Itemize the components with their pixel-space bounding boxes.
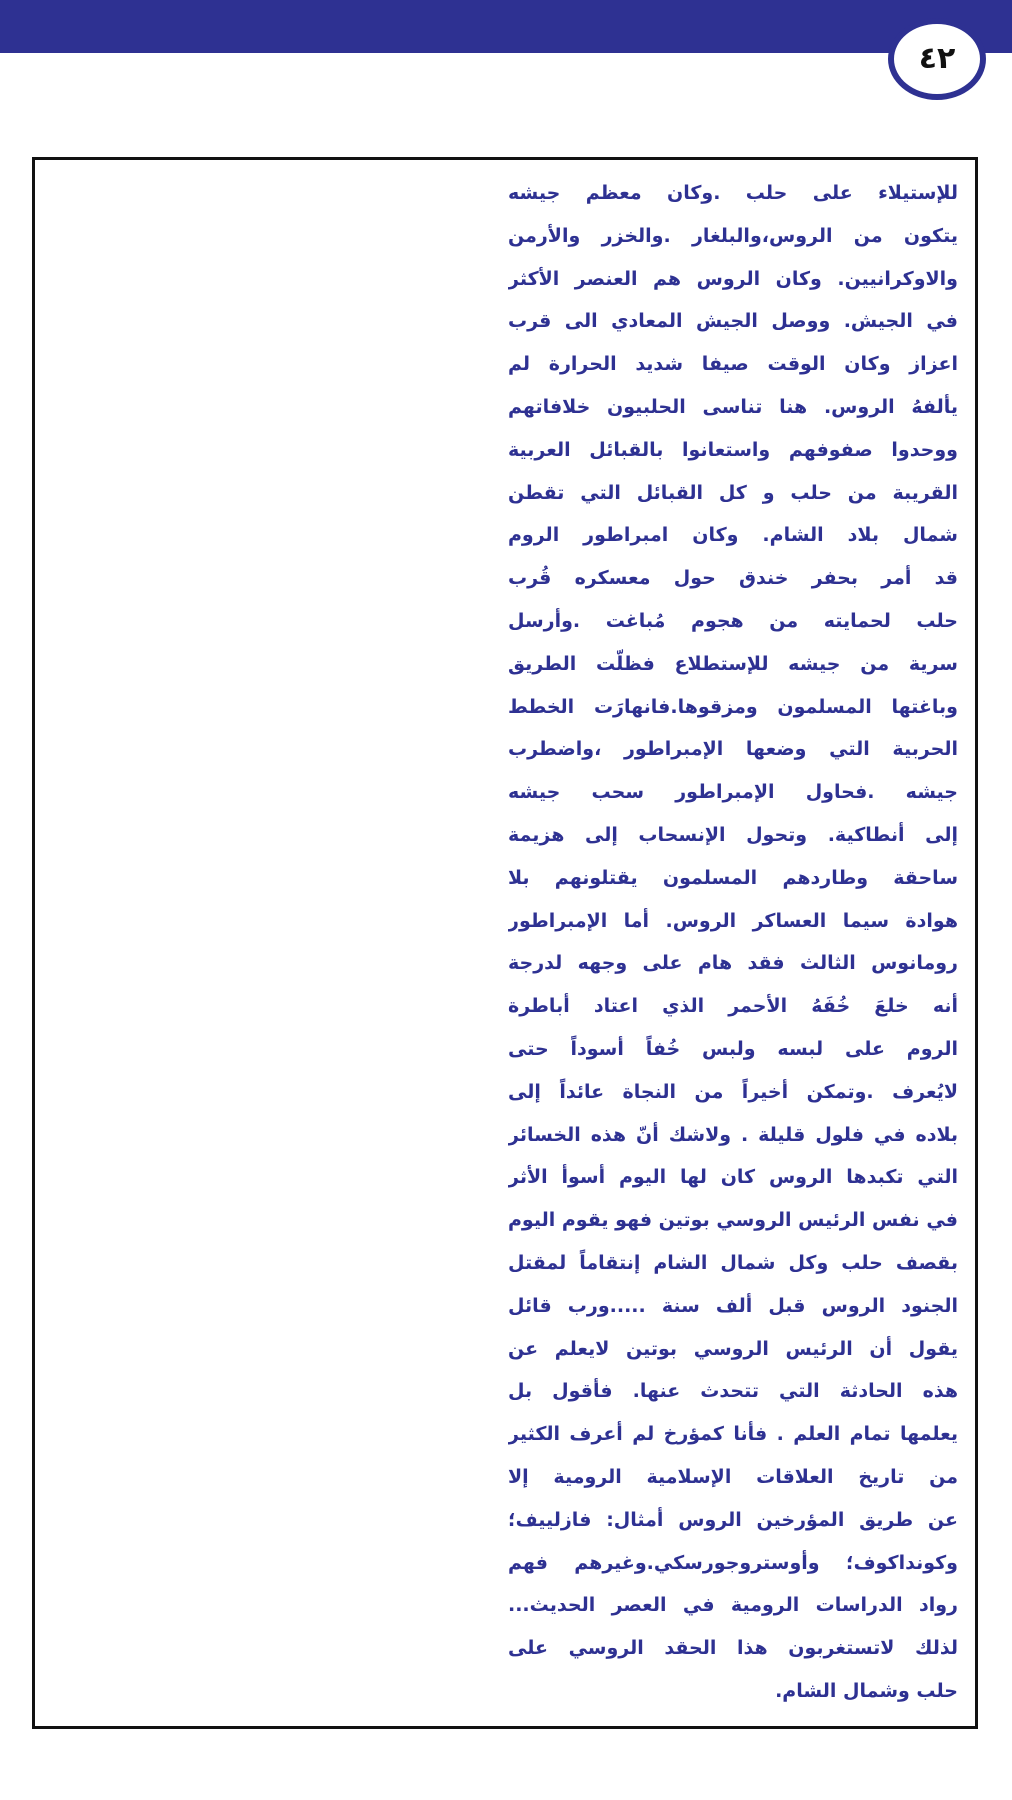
article-line: رومانوس الثالث فقد هام على وجهه لدرجة [508, 952, 958, 975]
article-line: إلى أنطاكية. وتحول الإنسحاب إلى هزيمة [508, 823, 958, 846]
article-line: في نفس الرئيس الروسي بوتين فهو يقوم اليوم [508, 1209, 958, 1232]
article-line: هوادة سيما العساكر الروس. أما الإمبراطور [508, 909, 958, 932]
article-line: لذلك لاتستغربون هذا الحقد الروسي على [508, 1637, 958, 1660]
article-line: قد أمر بحفر خندق حول معسكره قُرب [508, 567, 958, 590]
article-line: الحربية التي وضعها الإمبراطور ،واضطرب [508, 738, 958, 761]
article-line: وكونداكوف؛ وأوستروجورسكي.وغيرهم فهم [508, 1551, 958, 1574]
article-line: الروم على لبسه ولبس خُفاً أسوداً حتى [508, 1037, 958, 1060]
article-line: التي تكبدها الروس كان لها اليوم أسوأ الأثر [508, 1166, 958, 1189]
article-line: بقصف حلب وكل شمال الشام إنتقاماً لمقتل [508, 1251, 958, 1274]
article-line: سرية من جيشه للإستطلاع فظلّت الطريق [508, 652, 958, 675]
article-line: حلب وشمال الشام. [775, 1679, 958, 1702]
article-line: في الجيش. ووصل الجيش المعادي الى قرب [508, 310, 958, 333]
article-line: يعلمها تمام العلم . فأنا كمؤرخ لم أعرف الكثير [508, 1423, 958, 1446]
header-bar [0, 0, 1012, 53]
article-line: حلب لحمايته من هجوم مُباغت .وأرسل [508, 609, 958, 632]
article-line: القريبة من حلب و كل القبائل التي تقطن [508, 481, 958, 504]
article-frame [32, 157, 978, 1729]
article-line: للإستيلاء على حلب .وكان معظم جيشه [508, 182, 958, 204]
article-line: اعزاز وكان الوقت صيفا شديد الحرارة لم [508, 353, 958, 376]
article-line: جيشه .فحاول الإمبراطور سحب جيشه [508, 781, 958, 804]
article-line: يتكون من الروس،والبلغار .والخزر والأرمن [508, 224, 958, 247]
article-line: أنه خلعَ خُفَهُ الأحمر الذي اعتاد أباطرة [508, 995, 958, 1018]
page-number-badge [888, 18, 986, 100]
page-number: ٤٢ [918, 41, 956, 76]
article-line: بلاده في فلول قليلة . ولاشك أنّ هذه الخسائر [508, 1123, 958, 1146]
article-text [508, 172, 958, 1713]
article-line: ووحدوا صفوفهم واستعانوا بالقبائل العربية [508, 438, 958, 461]
article-line: الجنود الروس قبل ألف سنة .....ورب قائل [508, 1294, 958, 1317]
article-line: شمال بلاد الشام. وكان امبراطور الروم [508, 524, 958, 547]
article-line: هذه الحادثة التي تتحدث عنها. فأقول بل [508, 1380, 958, 1403]
article-line: والاوكرانيين. وكان الروس هم العنصر الأكثر [508, 267, 958, 290]
article-line: ساحقة وطاردهم المسلمون يقتلونهم بلا [508, 866, 958, 889]
article-line: يقول أن الرئيس الروسي بوتين لايعلم عن [508, 1337, 958, 1360]
article-line: لايُعرف .وتمكن أخيراً من النجاة عائداً إلى [508, 1080, 958, 1103]
article-line: عن طريق المؤرخين الروس أمثال: فازلييف؛ [508, 1508, 958, 1531]
article-line: من تاريخ العلاقات الإسلامية الرومية إلا [508, 1465, 958, 1488]
article-line: يألفهُ الروس. هنا تناسى الحلبيون خلافاتهم [508, 395, 958, 418]
article-line: رواد الدراسات الرومية في العصر الحديث... [508, 1594, 958, 1617]
article-line: وباغتها المسلمون ومزقوها.فانهارَت الخطط [508, 695, 958, 718]
